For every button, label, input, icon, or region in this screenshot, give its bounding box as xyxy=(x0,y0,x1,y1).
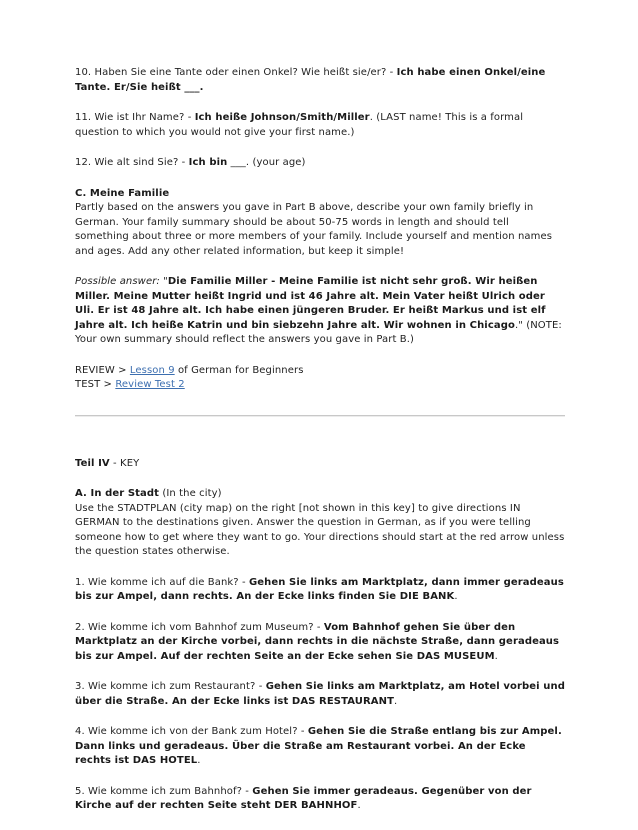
direction-2 xyxy=(75,621,565,665)
review-suffix: of German for Beginners xyxy=(174,364,304,376)
note-text: ___. (your age) xyxy=(227,157,306,168)
question-11 xyxy=(75,111,565,140)
answer-text: Gehen Sie links am Marktplatz, dann immer geradeaus bis zur Ampel, dann rechts. An der Ecke links finden Sie DIE BANK xyxy=(75,576,564,602)
lesson-9-link[interactable]: Lesson 9 xyxy=(129,364,175,376)
question-10 xyxy=(75,66,565,95)
section-divider xyxy=(75,415,565,417)
question-text: 12. Wie alt sind Sie? - xyxy=(75,157,189,168)
question-text: 4. Wie komme ich von der Bank zum Hotel? - xyxy=(75,726,308,737)
question-text: 10. Haben Sie eine Tante oder einen Onkel? Wie heißt sie/er? - xyxy=(75,67,397,78)
answer-text: Ich bin xyxy=(188,157,228,168)
question-text: 2. Wie komme ich vom Bahnhof zum Museum? - xyxy=(75,621,324,633)
section-a-heading: A. In der Stadt xyxy=(75,488,160,499)
review-links xyxy=(75,364,565,393)
direction-4 xyxy=(75,725,565,769)
section-a-heading-note: (In the city) xyxy=(159,488,222,499)
teil-iv-suffix: - KEY xyxy=(109,457,140,469)
possible-answer-label: Possible answer: xyxy=(75,276,160,287)
open-quote: " xyxy=(159,276,168,287)
answer-text: Ich heiße Johnson/Smith/Miller xyxy=(194,112,370,123)
question-text: 11. Wie ist Ihr Name? - xyxy=(75,112,195,123)
question-12 xyxy=(75,156,565,171)
section-a-instructions: Use the STADTPLAN (city map) on the right [not shown in this key] to give directions IN GERMAN to the destinations given. Answer the question in German, as if you were telling someone how to get where they want to go. Your directions should start at the red arrow unless the question states otherwise. xyxy=(75,502,565,557)
teil-iv-heading xyxy=(75,457,565,472)
question-text: 5. Wie komme ich zum Bahnhof? - xyxy=(75,785,253,797)
answer-text: Gehen Sie links am Marktplatz, am Hotel vorbei und über die Straße. An der Ecke links ist DAS RESTAURANT xyxy=(75,681,565,707)
punctuation: . xyxy=(494,650,498,662)
possible-answer-note: ." (NOTE: Your own summary should reflect the answers you gave in Part B.) xyxy=(75,319,562,345)
teil-iv-title: Teil IV xyxy=(75,457,110,469)
answer-text: Gehen Sie die Straße entlang bis zur Ampel. Dann links und geradeaus. Über die Straße am Restaurant vorbei. An der Ecke rechts ist DAS HOTEL xyxy=(75,726,562,766)
punctuation: . xyxy=(197,755,201,766)
question-text: 1. Wie komme ich auf die Bank? - xyxy=(75,576,249,588)
punctuation: . xyxy=(357,800,361,811)
section-c xyxy=(75,187,565,260)
answer-text: Ich habe einen Onkel/eine Tante. Er/Sie heißt ___. xyxy=(75,67,546,93)
question-text: 3. Wie komme ich zum Restaurant? - xyxy=(75,681,266,692)
answer-text: Gehen Sie immer geradeaus. Gegenüber von der Kirche auf der rechten Seite steht DER BAHNHOF xyxy=(75,785,532,811)
note-text: . (LAST name! This is a formal question to which you would not give your first name.) xyxy=(75,112,524,138)
direction-3 xyxy=(75,680,565,709)
section-a xyxy=(75,487,565,560)
section-c-heading: C. Meine Familie xyxy=(75,187,170,199)
possible-answer xyxy=(75,275,565,348)
punctuation: . xyxy=(394,695,398,707)
review-test-2-link[interactable]: Review Test 2 xyxy=(115,379,185,390)
review-prefix: REVIEW > xyxy=(75,364,130,376)
document-page xyxy=(75,66,565,830)
answer-text: Vom Bahnhof gehen Sie über den Marktplatz an der Kirche vorbei, dann rechts in die nächste Straße, dann geradeaus bis zur Ampel. Auf der rechten Seite an der Ecke sehen Sie DAS MUSEUM xyxy=(75,621,560,662)
punctuation: . xyxy=(454,591,458,602)
direction-1 xyxy=(75,576,565,605)
possible-answer-text: Die Familie Miller - Meine Familie ist nicht sehr groß. Wir heißen Miller. Meine Mutter heißt Ingrid und ist 46 Jahre alt. Mein Vater heißt Ulrich oder Uli. Er ist 48 Jahre alt. Ich habe einen jüngeren Bruder. Er heißt Markus und ist elf Jahre alt. Ich heiße Katrin und bin siebzehn Jahre alt. Wir wohnen in Chicago xyxy=(75,276,546,331)
test-prefix: TEST > xyxy=(75,379,116,390)
section-c-instructions: Partly based on the answers you gave in Part B above, describe your own family briefly in German. Your family summary should be about 50-75 words in length and should tell something about three or more members of your family. Include yourself and mention names and ages. Add any other related information, but keep it simple! xyxy=(75,202,553,257)
direction-5 xyxy=(75,785,565,814)
